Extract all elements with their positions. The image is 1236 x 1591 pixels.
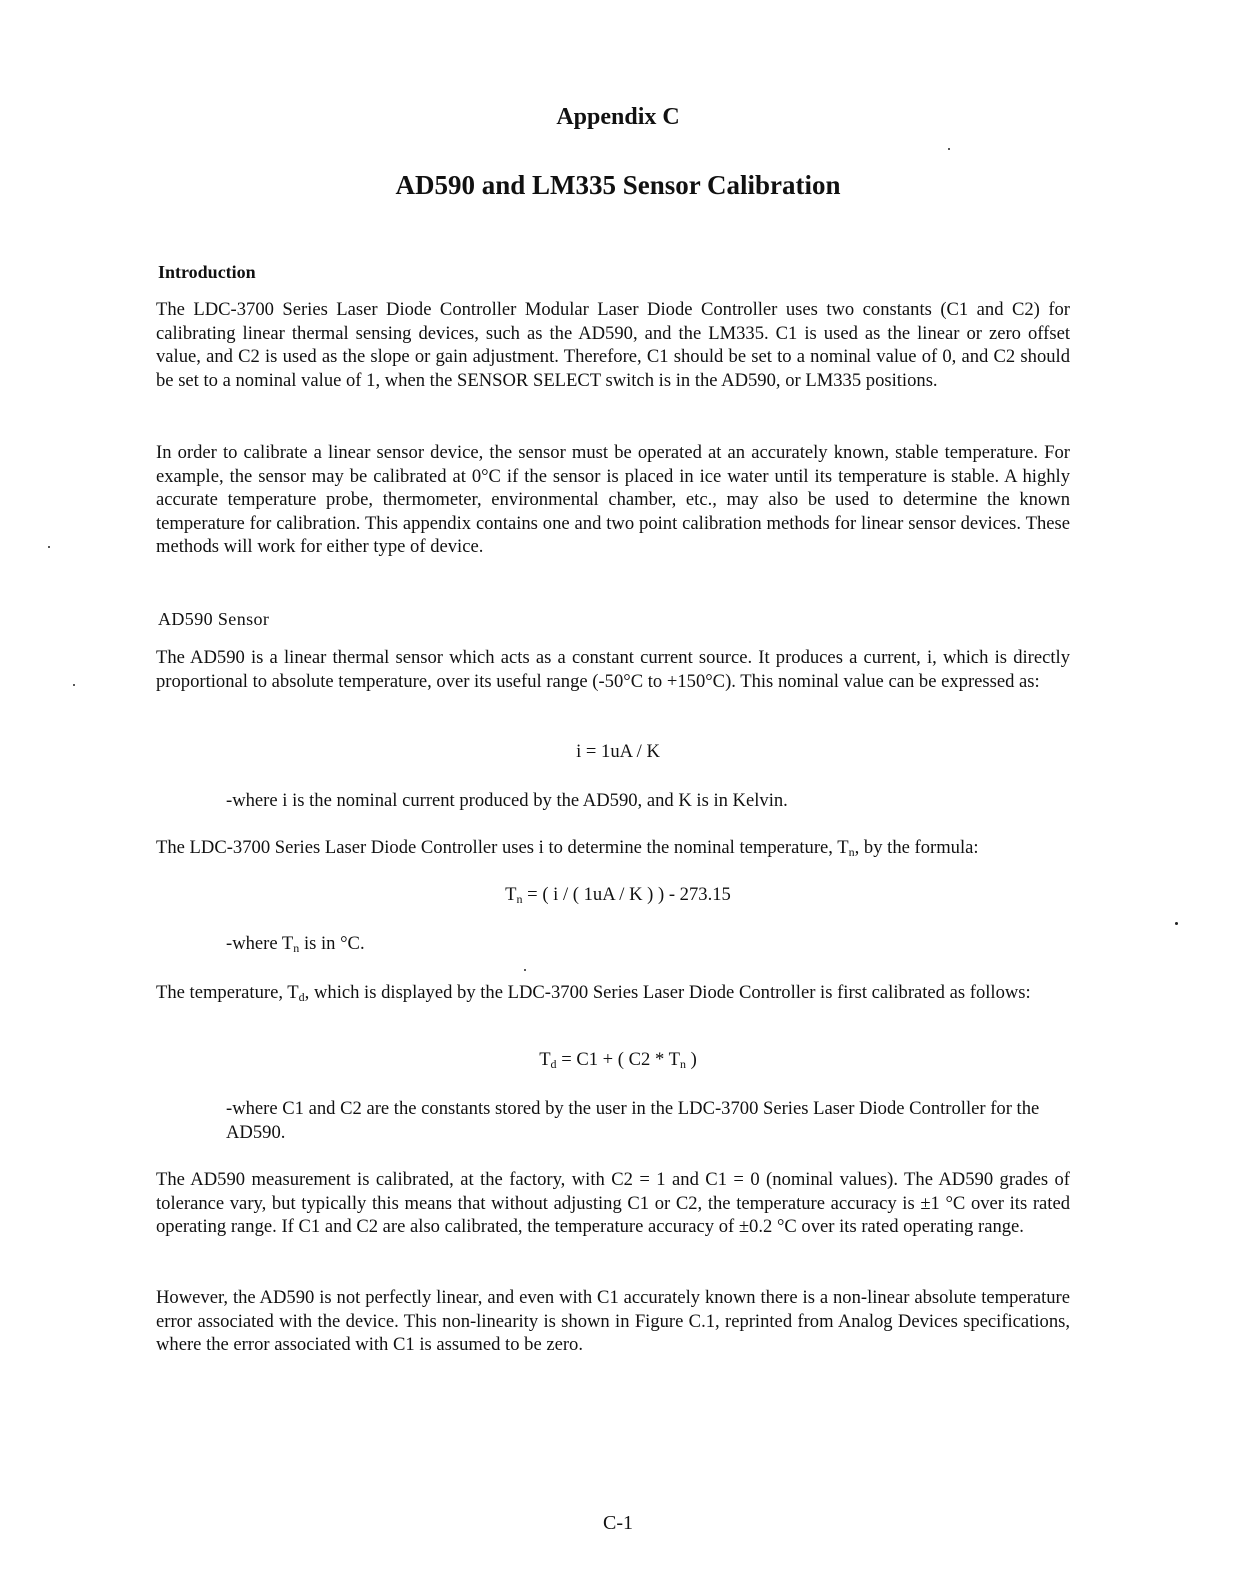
formula-current-note: -where i is the nominal current produced by the AD590, and K is in Kelvin. — [226, 790, 788, 811]
appendix-label: Appendix C — [556, 104, 680, 130]
formula-nominal-temperature-note: -where $T_n$ is in °C. — [226, 933, 365, 955]
scan-speck — [48, 546, 50, 548]
formula-displayed-temperature: $T_d = C1$ + ( $C2 * T_n$ ) — [539, 1049, 697, 1071]
ad590-heading: AD590 Sensor — [158, 609, 270, 629]
ad590-paragraph-4: The AD590 measurement is calibrated, at the factory, with C2 = 1 and C1 = 0 (nominal values). The AD590 grades of tolerance vary, but typically this means that without adjusting C1 or C2, the temperature accuracy is ±1 °C over its rated operating range. If C1 and C2 are also calibrated, the temperature accuracy of ±0.2 °C over its rated operating range. — [156, 1169, 1070, 1237]
formula-displayed-temperature-note: -where C1 and C2 are the constants stored by the user in the LDC-3700 Series Laser Diode Controller for the AD590. — [226, 1098, 1040, 1143]
formula-current: i = 1uA / K — [576, 741, 660, 762]
ad590-paragraph-5: However, the AD590 is not perfectly linear, and even with C1 accurately known there is a non-linear absolute temperature error associated with the device. This non-linearity is shown in Figure C.1, reprinted from Analog Devices specifications, where the error associated with C1 is assumed to be zero. — [156, 1287, 1070, 1355]
introduction-paragraph-2: In order to calibrate a linear sensor device, the sensor must be operated at an accurately known, stable temperature. For example, the sensor may be calibrated at 0°C if the sensor is placed in ice water until its temperature is stable. A highly accurate temperature probe, thermometer, environmental chamber, etc., may also be used to determine the known temperature for calibration. This appendix contains one and two point calibration methods for linear sensor devices. These methods will work for either type of device. — [156, 442, 1070, 557]
page-number: C-1 — [603, 1512, 633, 1534]
page-title: AD590 and LM335 Sensor Calibration — [395, 170, 841, 200]
ad590-paragraph-3: The temperature, $T_d$, which is displayed by the LDC-3700 Series Laser Diode Controller is first calibrated as follows: — [156, 982, 1031, 1004]
ad590-paragraph-2: The LDC-3700 Series Laser Diode Controller uses i to determine the nominal temperature, $T_n$, by the formula: — [156, 837, 979, 859]
scan-speck — [73, 684, 75, 686]
scan-speck — [948, 148, 950, 150]
introduction-heading: Introduction — [158, 262, 256, 282]
introduction-paragraph-1: The LDC-3700 Series Laser Diode Controller Modular Laser Diode Controller uses two constants (C1 and C2) for calibrating linear thermal sensing devices, such as the AD590, and the LM335. C1 is used as the linear or zero offset value, and C2 is used as the slope or gain adjustment. Therefore, C1 should be set to a nominal value of 0, and C2 should be set to a nominal value of 1, when the SENSOR SELECT switch is in the AD590, or LM335 positions. — [156, 299, 1070, 391]
formula-nominal-temperature: $T_n$ = ( i / ( 1uA / K ) ) - 273.15 — [505, 884, 731, 906]
ad590-paragraph-1: The AD590 is a linear thermal sensor which acts as a constant current source. It produces a current, i, which is directly proportional to absolute temperature, over its useful range (-50°C to +150°C). This nominal value can be expressed as: — [156, 647, 1070, 692]
scan-speck — [1175, 922, 1178, 925]
scan-speck — [524, 969, 526, 971]
